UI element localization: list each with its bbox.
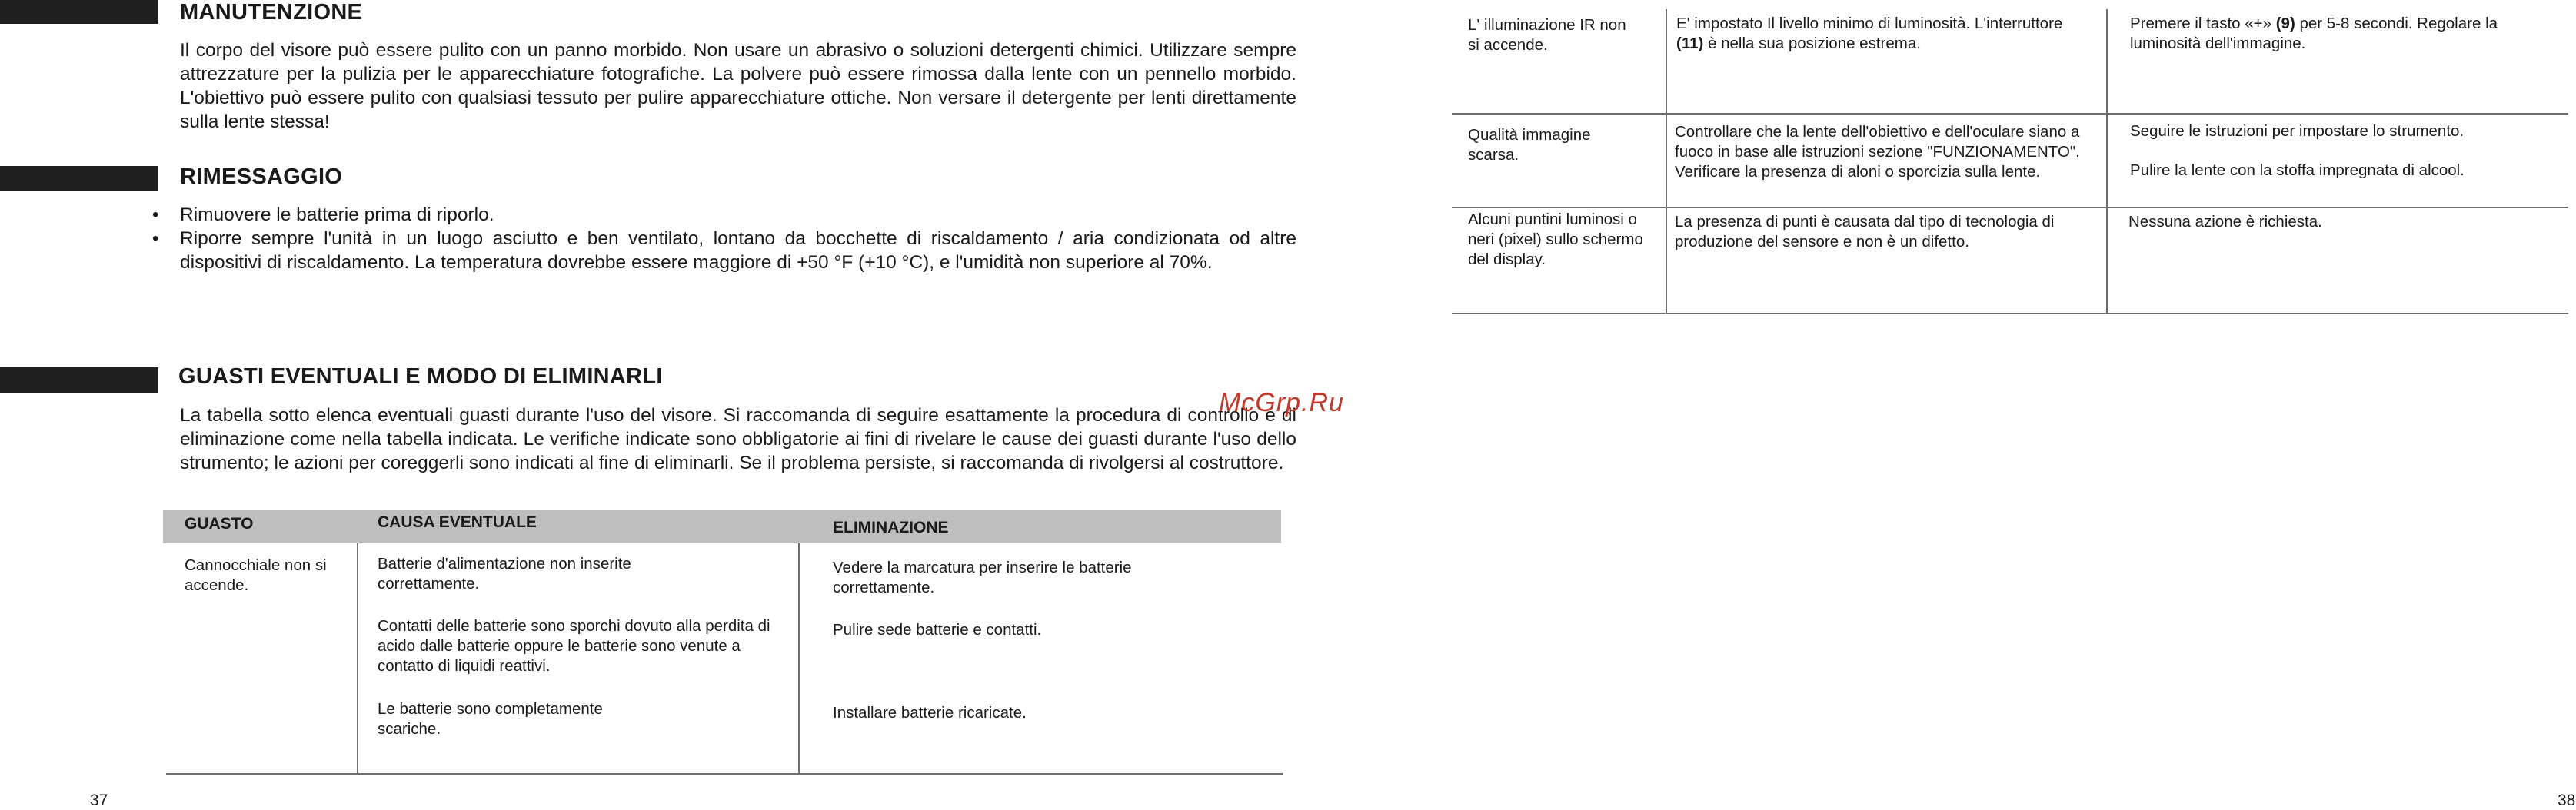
- cause-cell: Controllare che la lente dell'obiettivo e dell'oculare siano a fuoco in base alle istruzioni sezione "FUNZIONAMENTO". Verificare la presenza di aloni o sporcizia sulla lente.: [1675, 123, 2080, 181]
- remedy-cell: Pulire la lente con la stoffa impregnata di alcool.: [2130, 161, 2465, 179]
- table-divider: [798, 543, 800, 774]
- section-bar-troubleshooting: [0, 367, 158, 393]
- page-number-right: 38: [2558, 792, 2576, 809]
- table-row-rule: [1452, 207, 2568, 208]
- remedy-cell: Nessuna azione è richiesta.: [2128, 213, 2322, 231]
- cause-ref-number: (11): [1676, 35, 1704, 52]
- fault-cell: L' illuminazione IR non si accende.: [1468, 16, 1626, 54]
- list-item: • Rimuovere le batterie prima di riporlo.: [180, 203, 1296, 227]
- section-bar-maintenance: [0, 0, 158, 24]
- cause-text: E' impostato Il livello minimo di luminosità. L'interruttore: [1676, 15, 2063, 32]
- cause-cell: Le batterie sono completamente scariche.: [378, 700, 603, 738]
- cause-cell: [1676, 14, 2076, 54]
- table-divider: [357, 543, 358, 774]
- watermark: McGrp.Ru: [1219, 388, 1344, 417]
- fault-cell: Cannocchiale non si accende.: [185, 556, 327, 594]
- remedy-cell: Pulire sede batterie e contatti.: [833, 621, 1042, 639]
- cause-cell: La presenza di punti è causata dal tipo di tecnologia di produzione del sensore e non è un difetto.: [1675, 213, 2055, 251]
- troubleshooting-text: La tabella sotto elenca eventuali guasti durante l'uso del visore. Si raccomanda di seguire esattamente la procedura di controllo e di eliminazione come nella tabella indicata. Le verifiche indicate sono obbligatorie ai fini di rivelare le cause dei guasti durante l'uso dello strumento; le azioni per coreggerli sono indicati al fine di eliminarli. Se il problema persiste, si raccomanda di rivolgersi al costruttore.: [180, 405, 1296, 473]
- maintenance-text: Il corpo del visore può essere pulito con un panno morbido. Non usare un abrasivo o soluzioni detergenti chimici. Utilizzare sempre attrezzature per la pulizia per le apparecchiature fotografiche. La polvere può essere rimossa dalla lente con un pennello morbido. L'obiettivo può essere pulito con qualsiasi tessuto per pulire apparecchiature ottiche. Non versare il detergente per lenti direttamente sulla lente stessa!: [180, 40, 1296, 132]
- header-fault: GUASTO: [185, 515, 254, 533]
- remedy-cell: Seguire le istruzioni per impostare lo strumento.: [2130, 122, 2465, 140]
- remedy-cell: Installare batterie ricaricate.: [833, 704, 1027, 722]
- remedy-text: Premere il tasto «+»: [2130, 15, 2276, 32]
- remedy-ref-number: (9): [2275, 15, 2295, 32]
- section-bar-storage: [0, 166, 158, 191]
- table-divider: [1666, 9, 1667, 314]
- maintenance-title: MANUTENZIONE: [180, 0, 363, 25]
- cause-cell: Contatti delle batterie sono sporchi dovuto alla perdita di acido dalle batterie oppure le batterie sono venute a contatto di liquidi reattivi.: [378, 617, 770, 675]
- cause-cell: Batterie d'alimentazione non inserite correttamente.: [378, 555, 631, 593]
- table-bottom-rule: [166, 773, 1283, 775]
- table-divider: [2106, 9, 2108, 314]
- remedy-cell: [2130, 14, 2530, 54]
- page-number-left: 37: [90, 792, 108, 809]
- cause-text: è nella sua posizione estrema.: [1703, 35, 1921, 52]
- storage-title: RIMESSAGGIO: [180, 164, 343, 189]
- troubleshooting-title: GUASTI EVENTUALI E MODO DI ELIMINARLI: [178, 364, 663, 389]
- storage-list: [180, 203, 1296, 274]
- header-remedy: ELIMINAZIONE: [833, 519, 949, 536]
- table-row-rule: [1452, 113, 2568, 115]
- table-bottom-rule: [1452, 313, 2568, 314]
- fault-cell: Alcuni puntini luminosi o neri (pixel) sullo schermo del display.: [1468, 211, 1643, 268]
- list-item: • Riporre sempre l'unità in un luogo asciutto e ben ventilato, lontano da bocchette di riscaldamento / aria condizionata od altre dispositivi di riscaldamento. La temperatura dovrebbe essere maggiore di +50 °F (+10 °C), e l'umidità non superiore al 70%.: [180, 227, 1296, 274]
- fault-cell: Qualità immagine scarsa.: [1468, 126, 1591, 164]
- remedy-cell: Vedere la marcatura per inserire le batterie correttamente.: [833, 559, 1132, 596]
- remedy-text: per 5-8 secondi. Regolare la luminosità dell'immagine.: [2130, 15, 2498, 52]
- header-cause: CAUSA EVENTUALE: [378, 513, 537, 531]
- table-header: [163, 510, 1281, 543]
